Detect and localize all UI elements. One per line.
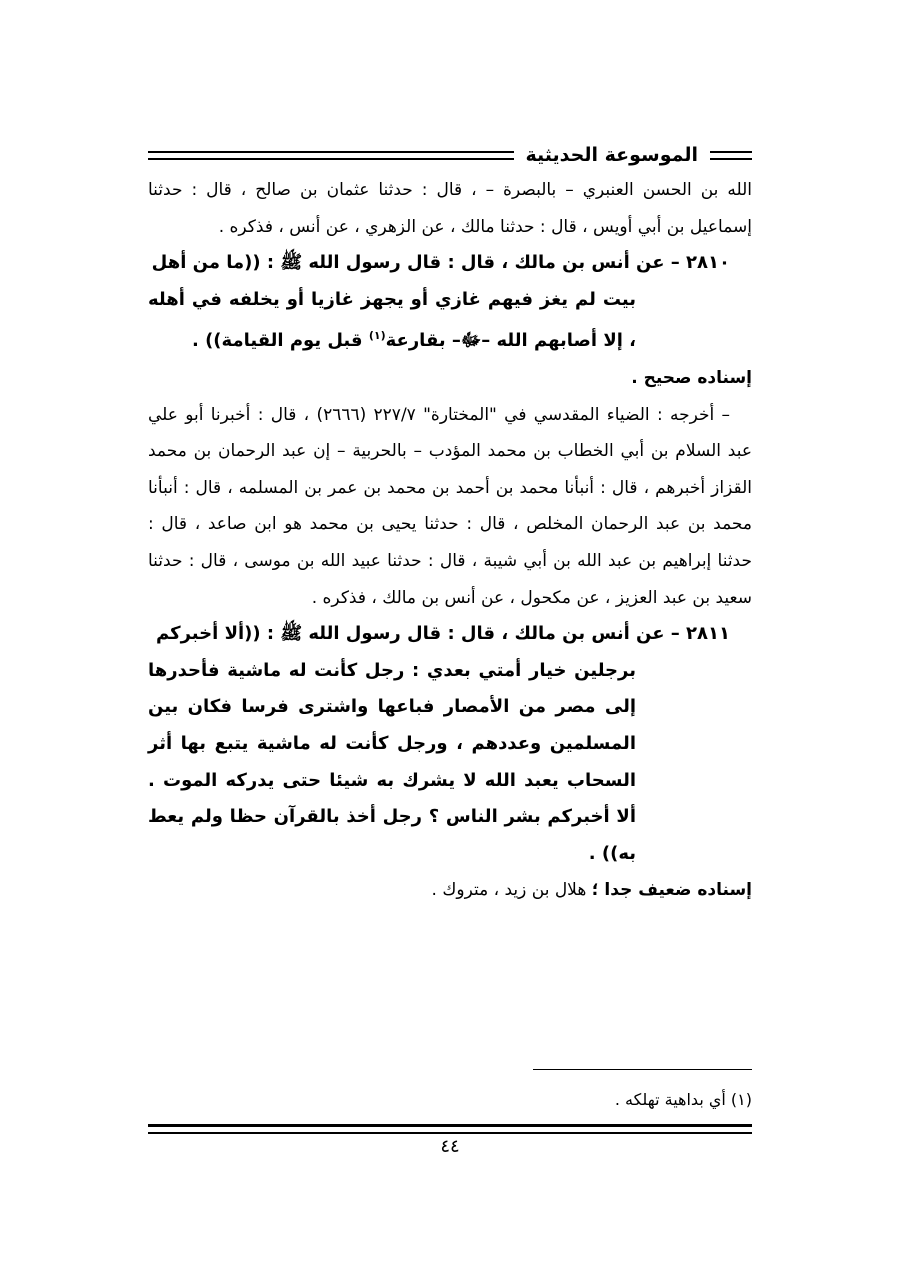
footnote: (١) أي بداهية تهلكه . xyxy=(614,1090,752,1109)
hadith-2810-body: بيت لم يغز فيهم غازي أو يجهز غازيا أو يخلفه في أهله ، إلا أصابهم الله –ﷻ– بقارعة xyxy=(148,288,636,352)
header-title: الموسوعة الحديثية xyxy=(525,144,698,166)
page-body xyxy=(148,172,752,909)
running-header xyxy=(148,140,752,170)
isnad-grade-sahih: إسناده صحيح . xyxy=(631,367,752,388)
hadith-2811-text: برجلين خيار أمتي بعدي : رجل كأنت له ماشية فأحدرها إلى مصر من الأمصار فباعها واشترى فرسا فكان بين المسلمين وعددهم ، ورجل كأنت له ماشية يتبع بها أثر السحاب يعبد الله لا يشرك به شيئا حتى يدركه الموت . ألا أخبركم بشر الناس ؟ رجل أخذ بالقرآن حظا ولم يعط به)) . xyxy=(148,659,636,864)
hadith-2810-text xyxy=(148,282,752,360)
bottom-rule xyxy=(148,1124,752,1134)
takhrij-paragraph: – أخرجه : الضياء المقدسي في "المختارة" ٢٢٧/٧ (٢٦٦٦) ، قال : أخبرنا أبو علي عبد السلام بن أبي الخطاب بن محمد المؤدب – بالحربية – إن عبد الرحمان بن محمد القزاز أخبرهم ، قال : أنبأنا محمد بن أحمد بن محمد بن عمر بن المسلمه ، قال : أنبأنا محمد بن عبد الرحمان المخلص ، قال : حدثنا يحيى بن محمد هو ابن صاعد ، قال : حدثنا إبراهيم بن عبد الله بن أبي شيبة ، قال : حدثنا عبيد الله بن موسى ، قال : حدثنا سعيد بن عبد العزيز ، عن مكحول ، عن أنس بن مالك ، فذكره . xyxy=(148,404,752,608)
hadith-2811-lead: ٢٨١١ – عن أنس بن مالك ، قال : قال رسول الله ﷺ : ((ألا أخبركم xyxy=(156,623,730,645)
isnad-grade-note: هلال بن زيد ، متروك . xyxy=(431,880,592,901)
footnote-marker: (١) xyxy=(368,329,386,343)
header-rule-left xyxy=(148,151,514,160)
footnote-separator xyxy=(533,1069,752,1070)
hadith-2810-lead: ٢٨١٠ – عن أنس بن مالك ، قال : قال رسول الله ﷺ : ((ما من أهل xyxy=(151,252,730,274)
isnad-grade-label: إسناده ضعيف جدا ؛ xyxy=(591,880,752,901)
page-number: ٤٤ xyxy=(440,1136,460,1157)
hadith-2810-end: قبل يوم القيامة)) . xyxy=(191,330,369,352)
isnad-grade-daif xyxy=(148,872,752,909)
header-rule-right xyxy=(710,151,752,160)
isnad-continuation-paragraph: الله بن الحسن العنبري – بالبصرة – ، قال : حدثنا عثمان بن صالح ، قال : حدثنا إسماعيل بن أبي أويس ، قال : حدثنا مالك ، عن الزهري ، عن أنس ، فذكره . xyxy=(148,180,752,237)
